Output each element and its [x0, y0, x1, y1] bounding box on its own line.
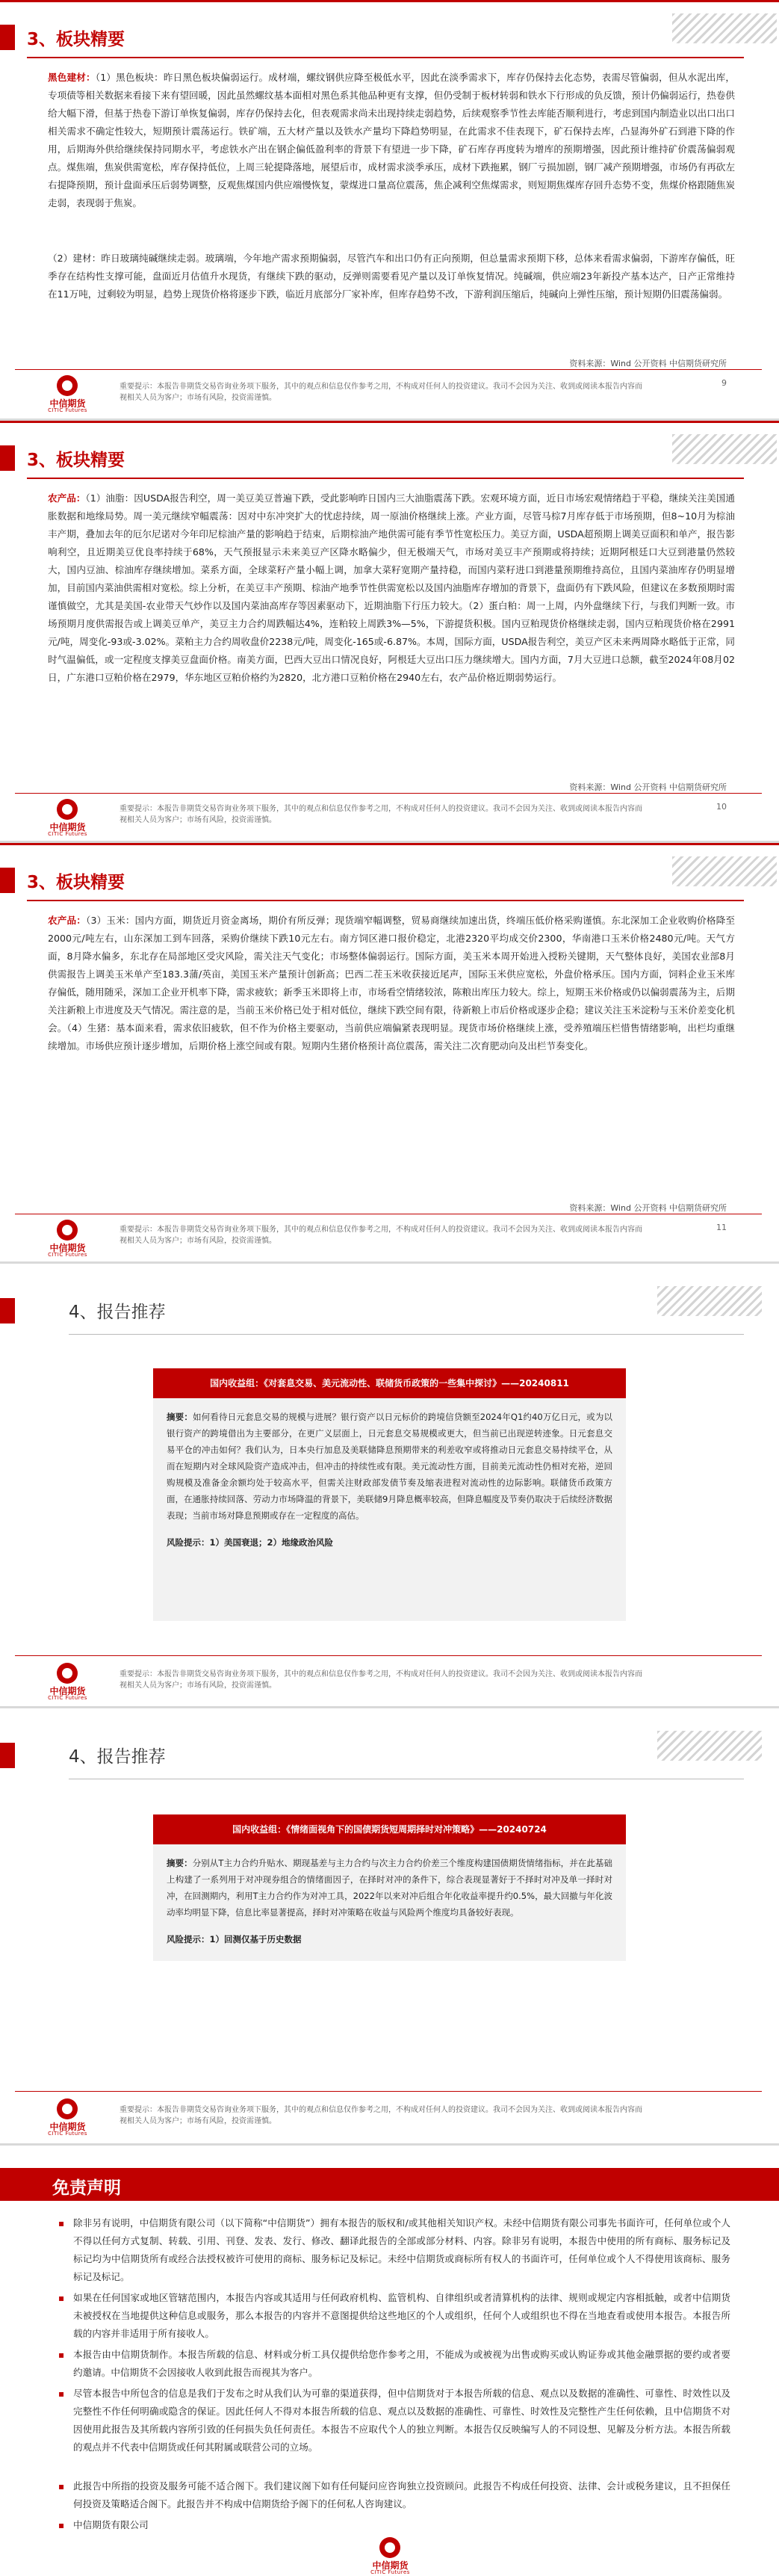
report-page-recommend-1	[0, 1264, 779, 1706]
logo-mark-icon	[379, 2537, 400, 2558]
source-note: 资料来源：Wind 公开资料 中信期货研究所	[569, 782, 727, 792]
paragraph-agriculture	[48, 489, 735, 776]
footer-disclaimer: 重要提示：本报告非期货交易咨询业务项下服务，其中的观点和信息仅作参考之用，不构成对任何人的投资建议。我司不会因为关注、收到或阅读本报告内容而视相关人员为客户；市场有风险，投资需谨慎。	[120, 805, 642, 824]
page-top-bar	[0, 843, 779, 845]
citic-logo	[28, 2097, 107, 2137]
summary-text: 如何看待日元套息交易的规模与进展？银行资产以日元标价的跨境信贷额至2024年Q1约40万亿日元，或为以银行资产的跨境借出为主要部分，在更广义层面上，日元套息交易规模或更大，但当前已出现逆转迹象。日元套息交易平仓的冲击如何？我们认为，日本央行加息及美联储降息预期带来的利差收窄或将推动日元套息交易持续平仓，从而在短期内对全球风险资产造成冲击，但冲击的持续性或有限。美元流动性方面，目前美元流动性仍相对充裕，逆回购规模及准备金余额均处于较高水平，但需关注财政部发债节奏及缩表进程对流动性的边际影响。联储货币政策方面，在通胀持续回落、劳动力市场降温的背景下，美联储9月降息概率较高，但降息幅度及节奏仍取决于后续经济数据表现；当前市场对降息预期或存在一定程度的高估。	[167, 1412, 612, 1521]
disclaimer-item: ▪ 本报告由中信期货制作。本报告所载的信息、材料或分析工具仅提供给您作参考之用，不能成为或被视为出售或购买或认购证券或其他金融票据的要约或者要约邀请。中信期货不会因接收人收到此报告而视其为客户。	[58, 2346, 730, 2382]
report-card[interactable]	[153, 1814, 626, 1961]
paragraph-lead: 农产品：	[48, 492, 86, 504]
citic-logo	[351, 2536, 429, 2576]
logo-cn-text: 中信期货	[49, 822, 86, 833]
decorative-stripes	[657, 1286, 762, 1316]
title-rule	[27, 57, 744, 58]
summary-label: 摘要：	[167, 1412, 193, 1422]
logo-en-text: CITIC Futures	[48, 831, 87, 837]
section-title: 免责声明	[52, 2178, 121, 2198]
report-page-11	[0, 843, 779, 1261]
title-rule	[27, 478, 744, 479]
paragraph-body: （1）黑色板块：昨日黑色板块偏弱运行。成材端，螺纹钢供应降至极低水平，因此在淡季需求下，库存仍保持去化态势，表需尽管偏弱，但从水泥出库，专项债等相关数据来看接下来有望回暖，因此虽然螺纹基本面相对黑色系其他品种更有支撑，但仍受制于板材转弱和铁水下行形成的负反馈，预计仍偏弱运行，热卷供给大幅下滑，但基于热卷下游订单恢复偏弱，库存仍保持去化，但表观需求尚未出现持续走弱趋势，后续观察季节性去库能否顺利进行，考虑到国内制造业以出口出口相关需求不确定性较大，短期预计震荡运行。铁矿端，五大材产量以及铁水产量均下降趋势明显，在此需求不佳表现下，矿石保持去库，凸显海外矿石到港下降的作用，后期海外供给继续保持同期水平，考虑铁水产出在钢企偏低盈利率的背景下有望进一步下降，矿石库存再度转为增库的预期增强，因此预计维持矿价震荡偏弱观点。煤焦端，焦炭供需宽松，库存保持低位，上周三轮提降落地，展望后市，成材需求淡季承压，成材下跌拖累，钢厂亏损加剧，钢厂减产预期增强，市场仍有再砍左右提降预期，预计盘面承压后弱势调整，反观焦煤国内供应端慢恢复，蒙煤进口量高位震荡，焦企减利空焦煤需求，则短期焦煤库存回升态势不变，焦煤价格跟随焦炭走弱，表现弱于焦炭。	[48, 72, 735, 209]
source-note: 资料来源：Wind 公开资料 中信期货研究所	[569, 1203, 727, 1213]
citic-logo	[28, 797, 107, 838]
paragraph-building-materials	[48, 250, 735, 354]
company-name: ▪ 中信期货有限公司	[58, 2516, 730, 2534]
footer-rule	[15, 2091, 762, 2092]
report-card-summary	[167, 1409, 612, 1524]
disclaimer-item: ▪ 除非另有说明，中信期货有限公司（以下简称“中信期货”）拥有本报告的版权和/或其他相关知识产权。未经中信期货有限公司事先书面许可，任何单位或个人不得以任何方式复制、转载、引用、刊登、发表、发行、修改、翻译此报告的全部或部分材料、内容。除非另有说明，本报告中使用的所有商标、服务标记及标记均为中信期货所有或经合法授权被许可使用的商标、服务标记及标记。未经中信期货或商标所有权人的书面许可，任何单位或个人不得使用该商标、服务标记及标记。	[58, 2214, 730, 2286]
footer-disclaimer: 重要提示：本报告非期货交易咨询业务项下服务，其中的观点和信息仅作参考之用，不构成对任何人的投资建议。我司不会因为关注、收到或阅读本报告内容而视相关人员为客户；市场有风险，投资需谨慎。	[120, 383, 642, 402]
decorative-stripes	[672, 13, 777, 43]
logo-mark-icon	[57, 1220, 78, 1241]
source-note: 资料来源：Wind 公开资料 中信期货研究所	[569, 359, 727, 368]
section-title: 4、报告推荐	[69, 1303, 166, 1322]
footer-disclaimer: 重要提示：本报告非期货交易咨询业务项下服务，其中的观点和信息仅作参考之用，不构成对任何人的投资建议。我司不会因为关注、收到或阅读本报告内容而视相关人员为客户；市场有风险，投资需谨慎。	[120, 1670, 642, 1690]
logo-cn-text: 中信期货	[49, 1686, 86, 1696]
report-page-10	[0, 421, 779, 841]
section-title: 3、板块精要	[27, 451, 125, 470]
page-number: 9	[721, 378, 727, 388]
section-title: 3、板块精要	[27, 873, 125, 892]
logo-en-text: CITIC Futures	[48, 1695, 87, 1701]
disclaimer-item: ▪ 如果在任何国家或地区管辖范围内，本报告内容或其适用与任何政府机构、监管机构、自律组织或者清算机构的法律、规则或规定内容相抵触，或者中信期货未被授权在当地提供这种信息或服务，那么本报告的内容并不意图提供给这些地区的个人或组织，任何个人或组织也不得在当地查看或使用本报告。本报告所载的内容并非适用于所有接收人。	[58, 2289, 730, 2343]
footer-rule	[15, 369, 762, 370]
footer-disclaimer: 重要提示：本报告非期货交易咨询业务项下服务，其中的观点和信息仅作参考之用，不构成对任何人的投资建议。我司不会因为关注、收到或阅读本报告内容而视相关人员为客户；市场有风险，投资需谨慎。	[120, 2106, 642, 2125]
paragraph-corn-hog	[48, 912, 735, 1199]
page-top-bar	[0, 0, 779, 2]
page-number: 10	[716, 802, 727, 812]
section-marker	[0, 1743, 15, 1768]
section-marker	[0, 1298, 15, 1323]
paragraph-black-building	[48, 69, 735, 248]
logo-en-text: CITIC Futures	[48, 2131, 87, 2137]
logo-cn-text: 中信期货	[49, 2122, 86, 2132]
paragraph-body: （1）油脂：因USDA报告利空，周一美豆美豆普遍下跌，受此影响昨日国内三大油脂震荡下跌。宏观环境方面，近日市场宏观情绪趋于平稳，继续关注美国通胀数据和地缘局势。周一美元继续窄幅震荡：因对中东冲突扩大的忧虑持续，周一原油价格继续上涨。产业方面，尽管马棕7月库存低于市场预期，但8~10月为棕油丰产期，叠加去年的厄尔尼诺对今年印尼棕油产量的影响趋于结束，后期棕油产地供需可能有季节性宽松压力。美豆方面，USDA超预期上调美豆面积和单产，报告影响利空，且近期美豆优良率持续于68%，天气预报显示未来美豆产区降水略偏少，但无极端天气，市场对美豆丰产预期或将持续；近期阿根廷口大豆到港量仍然较大，国内豆油、棕油库存继续增加。菜系方面，全球菜籽产量小幅上调，加拿大菜籽宽期产量持稳，而国内菜籽进口到港量预期维持高位，且国内菜油库存仍明显增加，目前国内菜油供需相对宽松。综上分析，在美豆丰产预期、棕油产地季节性供需宽松以及国内油脂库存增加的背景下，盘面仍有下跌风险，但建议在多数预期时需谨慎做空，尤其是美国-农业带天气炒作以及国内菜油高库存等因素驱动下，近期油脂下行压力较大。（2）蛋白粕：周一上周，内外盘继续下行，与我们判断一致。市场预期月度供需报告或上调美豆单产，美豆主力合约周跌幅达4%，连粕较上周跌3%—5%，下游提货积极。国内豆粕现货价格继续走弱，国内豆粕现货价格在2991元/吨，周变化-93或-3.02%。菜粕主力合约周收盘价2238元/吨，周变化-165或-6.87%。本周，国际方面，USDA报告利空，美豆产区未来两周降水略低于正常，同时气温偏低，或一定程度支撑美豆盘面价格。南美方面，巴西大豆出口情况良好，阿根廷大豆出口压力继续增大。国内方面，7月大豆进口总额，截至2024年08月02日，广东港口豆粕价格在2979，华东地区豆粕价格约为2820，北方港口豆粕价格在2940左右，农产品价格近期弱势运行。	[48, 492, 735, 683]
citic-logo	[28, 374, 107, 414]
section-marker	[0, 445, 15, 471]
section-marker	[0, 25, 15, 50]
report-card-title[interactable]: 国内收益组：《对套息交易、美元流动性、联储货币政策的一些集中探讨》——20240811	[153, 1368, 626, 1398]
logo-en-text: CITIC Futures	[370, 2569, 410, 2575]
page-number: 11	[716, 1223, 727, 1232]
section-title: 4、报告推荐	[69, 1747, 166, 1767]
report-page-recommend-2	[0, 1708, 779, 2143]
summary-text: 分别从T主力合约升贴水、期现基差与主力合约与次主力合约价差三个维度构建国债期货情绪指标，并在此基础上构建了一系列用于对冲现券组合的情绪面因子，在择时对冲的条件下，综合表现显著好于不择时对冲及单一择时对冲，在回测期内，利用T主力合约作为对冲工具，2022年以来对冲后组合年化收益率提升约0.5%，最大回撤与年化波动率均明显下降，信息比率显著提高，择时对冲策略在收益与风险两个维度均具备较好表现。	[167, 1858, 613, 1918]
title-rule	[69, 1334, 744, 1335]
decorative-stripes	[657, 1731, 762, 1761]
title-rule	[27, 900, 744, 901]
decorative-stripes	[672, 856, 777, 886]
report-card-summary	[167, 1855, 612, 1921]
paragraph-lead: 农产品：	[48, 915, 87, 926]
report-card-body	[153, 1844, 626, 1961]
paragraph-body-2: （2）建材：昨日玻璃纯碱继续走弱。玻璃端，今年地产需求预期偏弱，尽管汽车和出口仍有正向预期，但总量需求预期下移，总体来看需求偏弱，下游库存偏低，旺季存在结构性支撑可能，盘面近月估值升水现货，有继续下跌的驱动，反弹则需要看见产量以及订单恢复情况。纯碱端，供应端23年新投产基本达产，日产正常维持在11万吨，过剩较为明显，趋势上现货价格将逐步下跌，临近月底部分厂家补库，但库存趋势不改，下游利润压缩后，纯碱向上弹性压缩，预计短期仍旧震荡偏弱。	[48, 253, 735, 300]
paragraph-body: （3）玉米：国内方面，期货近月资金离场，期价有所反弹；现货端窄幅调整，贸易商继续加速出货，终端压低价格采购谨慎。东北深加工企业收购价格降至2000元/吨左右，山东深加工到车回落，采购价继续下跌10元左右。南方饲区港口报价稳定，北港2320平均成交价2300，华南港口玉米价格2480元/吨。天气方面，8月降水偏多，东北存在局部地区受灾风险，需关注天气变化；市场整体偏弱运行。国际方面，美玉米本周开始进入授粉关键期，天气整体良好，美国农业部8月供需报告上调美玉米单产至183.3蒲/英亩，美国玉米产量预计创新高；巴西二茬玉米收获接近尾声，国际玉米供应宽松，外盘价格承压。国内方面，饲料企业玉米库存偏低，随用随采，深加工企业开机率下降，需求疲软；新季玉米即将上市，市场看空情绪较浓，陈粮出库压力较大。综上，短期玉米价格或仍以偏弱震荡为主，后期关注新粮上市进度及天气情况。需注意的是，当前玉米价格已处于相对低位，继续下跌空间有限，待新粮上市后价格或逐步企稳；建议关注玉米淀粉与玉米价差变化机会。（4）生猪：基本面来看，需求依旧疲软，但不作为价格主要驱动，当前供应端偏紧表现明显。现货市场价格继续上涨，受养殖端压栏惜售情绪影响，出栏均重继续增加。市场供应预计逐步增加，后期价格上涨空间或有限。短期内生猪价格预计高位震荡，需关注二次育肥动向及出栏节奏变化。	[48, 915, 735, 1051]
page-top-bar	[0, 421, 779, 423]
decorative-stripes	[672, 434, 777, 464]
section-marker	[0, 868, 15, 893]
logo-en-text: CITIC Futures	[48, 407, 87, 413]
footer-disclaimer: 重要提示：本报告非期货交易咨询业务项下服务，其中的观点和信息仅作参考之用，不构成对任何人的投资建议。我司不会因为关注、收到或阅读本报告内容而视相关人员为客户；市场有风险，投资需谨慎。	[120, 1226, 642, 1245]
citic-logo	[28, 1218, 107, 1258]
footer-rule	[15, 1655, 762, 1656]
summary-label: 摘要：	[167, 1858, 193, 1868]
disclaimer-item: ▪ 此报告中所指的投资及服务可能不适合阁下。我们建议阁下如有任何疑问应咨询独立投资顾问。此报告不构成任何投资、法律、会计或税务建议，且不担保任何投资及策略适合阁下。此报告并不构成中信期货给予阁下的任何私人咨询建议。	[58, 2477, 730, 2513]
logo-cn-text: 中信期货	[372, 2560, 409, 2571]
logo-cn-text: 中信期货	[49, 1243, 86, 1253]
risk-note: 风险提示：1）回测仅基于历史数据	[167, 1934, 302, 1945]
logo-mark-icon	[57, 375, 78, 396]
report-page-9	[0, 0, 779, 418]
report-card-body	[153, 1398, 626, 1621]
logo-mark-icon	[57, 2098, 78, 2119]
paragraph-lead: 黑色建材：	[48, 72, 96, 83]
section-title: 3、板块精要	[27, 30, 125, 49]
risk-note: 风险提示：1）美国衰退；2）地缘政治风险	[167, 1537, 334, 1548]
logo-mark-icon	[57, 799, 78, 820]
logo-en-text: CITIC Futures	[48, 1252, 87, 1258]
logo-mark-icon	[57, 1663, 78, 1684]
footer-rule	[15, 793, 762, 794]
report-card[interactable]	[153, 1368, 626, 1621]
report-page-disclaimer	[0, 2146, 779, 2576]
citic-logo	[28, 1661, 107, 1702]
logo-cn-text: 中信期货	[49, 398, 86, 409]
disclaimer-item: ▪ 尽管本报告中所包含的信息是我们于发布之时从我们认为可靠的渠道获得，但中信期货对于本报告所载的信息、观点以及数据的准确性、可靠性、时效性以及完整性不作任何明确或隐含的保证。因此任何人不得对本报告所载的信息、观点以及数据的准确性、可靠性、时效性及完整性产生任何依赖，且中信期货不对因使用此报告及其所载内容所引致的任何损失负任何责任。本报告不应取代个人的独立判断。本报告仅反映编写人的不同设想、见解及分析方法。本报告所载的观点并不代表中信期货或任何其附属或联营公司的立场。	[58, 2385, 730, 2474]
report-card-title[interactable]: 国内收益组：《情绪面视角下的国债期货短周期择时对冲策略》——20240724	[153, 1814, 626, 1844]
